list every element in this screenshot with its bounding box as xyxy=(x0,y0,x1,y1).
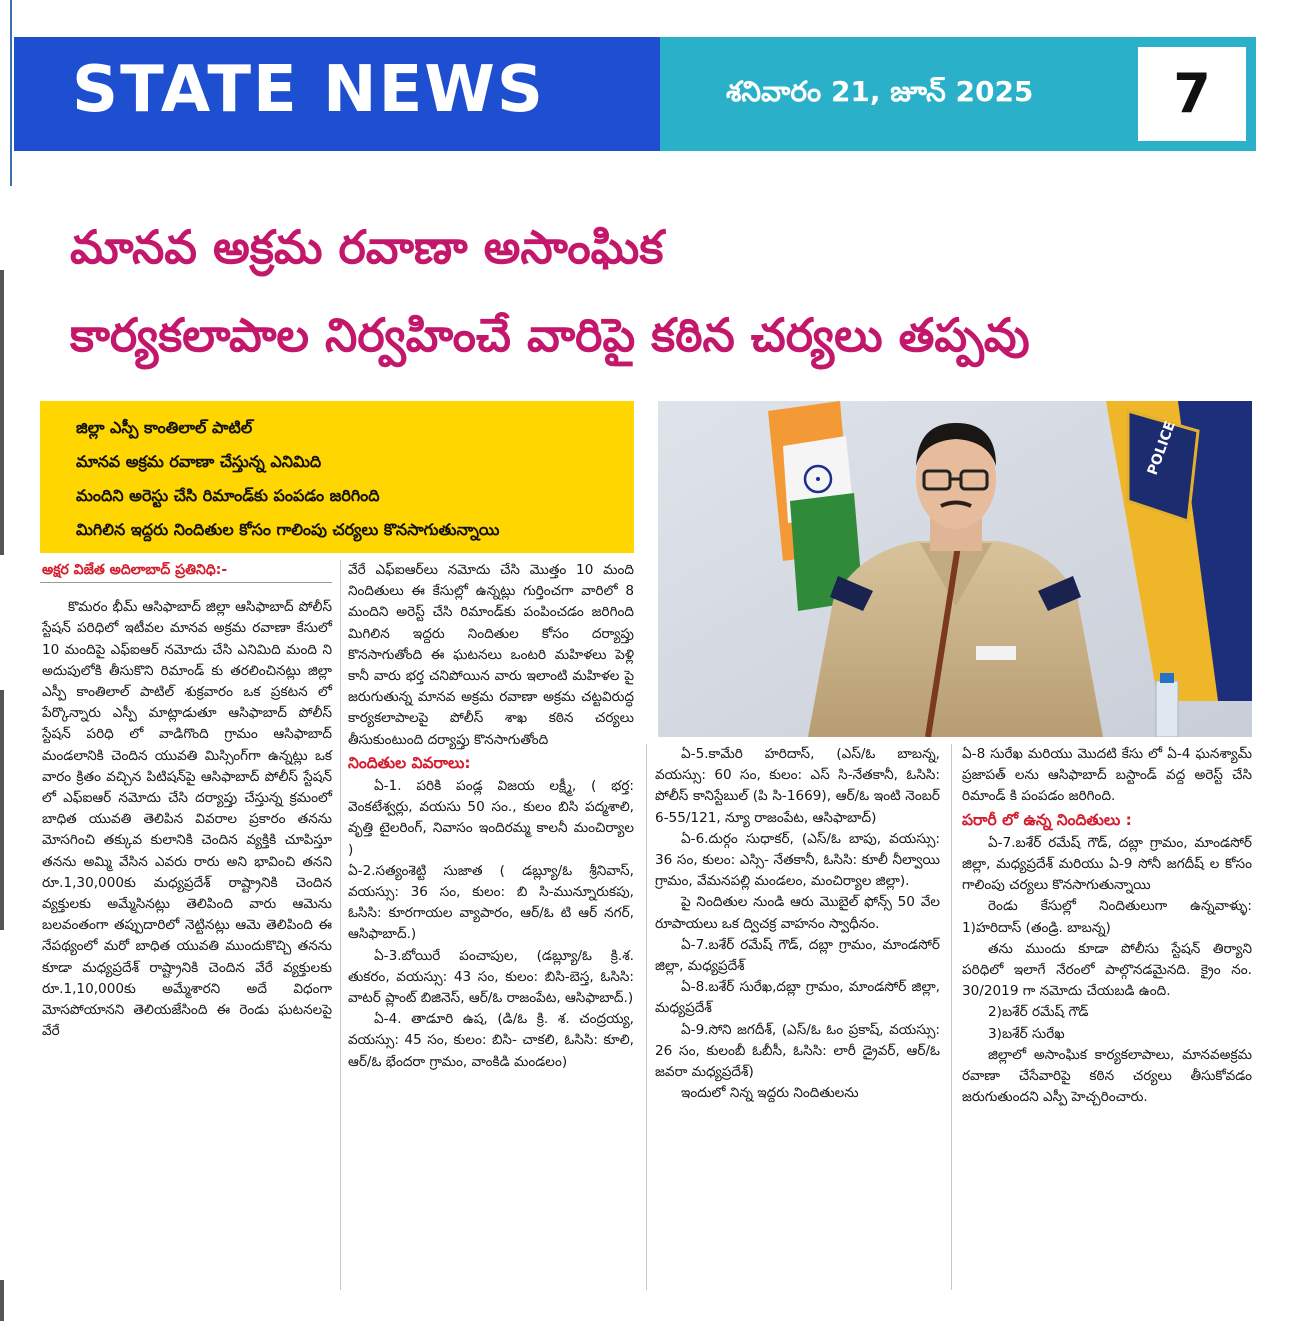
column-divider xyxy=(951,744,952,1290)
column-divider xyxy=(340,560,341,1290)
article-paragraph: జిల్లాలో అసాంఘిక కార్యకలాపాలు, మానవఅక్రమ రవాణా చేసేవారిపై కఠిన చర్యలు తీసుకోవడం జరుగుతుందని ఎస్పీ హెచ్చరించారు. xyxy=(962,1046,1252,1106)
masthead xyxy=(14,37,1256,151)
accused-entry: ఏ-7.బశేర్ రమేష్ గౌడ్, దబ్లా గ్రామం, మాండసోర్ జిల్లా, మధ్యప్రదేశ్ xyxy=(655,936,940,975)
accused-entry: ఏ-9.సోని జగదీశ్, (ఎస్/ఓ ఓం ప్రకాష్, వయస్సు: 26 సం, కులంబీ ఓబీసీ, ఓసిసి: లారీ డ్రైవర్, ఆర్/ఓ జవరా మధ్యప్రదేశ్) xyxy=(655,1021,940,1081)
article-paragraph: 2)బశేర్ రమేష్ గౌడ్ xyxy=(988,1004,1089,1021)
highlight-line: మానవ అక్రమ రవాణా చేస్తున్న ఎనిమిది xyxy=(76,452,322,471)
page-edge-strip xyxy=(0,690,4,930)
article-paragraph: ఏ-7.బశేర్ రమేష్ గౌడ్, దబ్లా గ్రామం, మాండసోర్ జిల్లా, మధ్యప్రదేశ్ మరియు ఏ-9 సోనీ జగదీష్ ల కోసం గాలింపు చర్యలు కొనసాగుతున్నాయి xyxy=(962,834,1252,894)
accused-entry: ఏ-2.సత్యంశెట్టి సుజాత ( డబ్ల్యూ/ఓ శ్రీనివాస్, వయస్సు: 36 సం, కులం: బి సి-మున్నూరుకపు, ఓసిసి: కూరగాయల వ్యాపారం, ఆర్/ఓ టి ఆర్ నగర్, ఆసిఫాబాద్.) xyxy=(348,862,634,943)
page-number: 7 xyxy=(1138,47,1246,141)
masthead-left-band xyxy=(14,37,660,151)
article-photo xyxy=(658,401,1252,737)
article-paragraph: వేరే ఎఫ్ఐఆర్‌లు నమోదు చేసి మొత్తం 10 మంది నిందితులు ఈ కేసుల్లో ఉన్నట్లు గుర్తించగా వారిలో 8 మందిని అరెస్ట్ చేసి రిమాండ్‌కు పంపించడం జరిగింది మిగిలిన ఇద్దరు నిందితుల కోసం దర్యాప్తు కొనసాగుతోంది ఈ ఘటనలు ఒంటరి మహిళలు పెళ్లి కానీ వారు భర్త చనిపోయిన వారు ఇలాంటి మహిళల పై జరుగుతున్న మానవ అక్రమ రవాణా అక్రమ చట్టవిరుద్ధ కార్యకలాపాలపై పోలీస్ శాఖ కఠిన చర్యలు తీసుకుంటుంది దర్యాప్తు కొనసాగుతోంది xyxy=(348,562,634,748)
byline: అక్షర విజేత అదిలాబాద్ ప్రతినిధి:- xyxy=(42,562,228,578)
accused-entry: ఏ-4. తాడూరి ఉష, (డి/ఓ క్రి. శ. చంద్రయ్య, వయస్సు: 45 సం, కులం: బిసి- చాకలి, ఓసిసి: కూలి, ఆర్/ఓ భేందరా గ్రామం, వాంకిడి మండలం) xyxy=(348,1011,634,1070)
page-edge-strip xyxy=(0,1280,4,1321)
accused-heading: నిందితుల వివరాలు: xyxy=(348,753,471,772)
issue-date: శనివారం 21, జూన్ 2025 xyxy=(726,75,1034,108)
article-column-3 xyxy=(655,744,940,1104)
headline-line-2: కార్యకలాపాల నిర్వహించే వారిపై కఠిన చర్యలు తప్పవు xyxy=(70,308,1030,362)
accused-entry: ఏ-1. పరికి పండ్ల విజయ లక్ష్మీ, ( భర్త: వెంకటేశ్వర్లు, వయసు 50 సం., కులం బిసి పద్మశాలి, వృత్తి టైలరింగ్, నివాసం ఇందిరమ్మ కాలనీ మంచిర్యాల ) xyxy=(348,778,634,858)
masthead-right-band xyxy=(660,37,1256,151)
accused-entry: ఏ-5.కామేరి హరిదాస్, (ఎస్/ఓ బాబన్న, వయస్సు: 60 సం, కులం: ఎస్ సి-నేతకానీ, ఓసిసి: పోలీస్ కానిస్టేబుల్ (పి సి-1669), ఆర్/ఓ ఇంటి నెంబర్ 6-55/121, న్యూ రాజంపేట, ఆసిఫాబాద్) xyxy=(655,746,940,826)
police-badge-text: POLICE xyxy=(1144,419,1179,478)
page-edge-strip xyxy=(0,270,4,555)
water-bottle xyxy=(1156,673,1178,737)
article-paragraph: ఏ-8 సురేఖ మరియు మొదటి కేసు లో ఏ-4 ఘనశ్యామ్ ప్రజాపత్ లను ఆసిఫాబాద్ బస్టాండ్ వద్ద అరెస్ట్ చేసి రిమాండ్ కి పంపడం జరిగింది. xyxy=(962,746,1252,805)
page-edge-line xyxy=(10,0,12,186)
highlight-line: మందిని అరెస్టు చేసి రిమాండ్‌కు పంపడం జరిగింది xyxy=(76,486,380,505)
headline-line-1: మానవ అక్రమ రవాణా అసాంఘిక xyxy=(70,220,664,274)
highlight-line: మిగిలిన ఇద్దరు నిందితుల కోసం గాలింపు చర్యలు కొనసాగుతున్నాయి xyxy=(76,520,500,539)
newspaper-title: STATE NEWS xyxy=(72,53,545,127)
column-divider xyxy=(646,744,647,1290)
accused-entry: ఏ-8.బశేర్ సురేఖ,దబ్లా గ్రామం, మాండసోర్ జిల్లా, మధ్యప్రదేశ్ xyxy=(655,979,940,1017)
absconding-heading: పరారీ లో ఉన్న నిందితులు : xyxy=(962,810,1132,829)
police-officer-photo xyxy=(658,401,1252,737)
seizure-paragraph: పై నిందితుల నుండి ఆరు మొబైల్ ఫోన్స్ 50 వేల రూపాయలు ఒక ద్విచక్ర వాహనం స్వాధీనం. xyxy=(655,894,940,932)
article-paragraph: 3)బశేర్ సురేఖ xyxy=(988,1025,1065,1042)
highlight-line: జిల్లా ఎస్పీ కాంతిలాల్ పాటిల్ xyxy=(76,418,253,437)
byline-rule xyxy=(40,582,332,583)
article-paragraph: ఇందులో నిన్న ఇద్దరు నిందితులను xyxy=(681,1085,859,1102)
article-column-1 xyxy=(42,560,332,1042)
article-column-4 xyxy=(962,744,1252,1108)
accused-entry: ఏ-3.బోయిరే పంచాపుల, (డబ్ల్యూ/ఓ క్రి.శ. తుకరం, వయస్సు: 43 సం, కులం: బిసి-బెస్త, ఓసిసి: వాటర్ ప్లాంట్ బిజినెస్, ఆర్/ఓ రాజంపేట, ఆసిఫాబాద్.) xyxy=(348,947,634,1007)
accused-entry: ఏ-6.దుర్గం సుధాకర్, (ఎస్/ఓ బాపు, వయస్సు: 36 సం, కులం: ఎస్సి- నేతకానీ, ఓసిసి: కూలీ నీల్వాయి గ్రామం, వేమనపల్లి మండలం, మంచిర్యాల జిల్లా). xyxy=(655,830,940,890)
highlight-box xyxy=(40,401,634,553)
article-paragraph: కొమరం భీమ్ ఆసిఫాబాద్ జిల్లా ఆసిఫాబాద్ పోలీస్ స్టేషన్ పరిధిలో ఇటీవల మానవ అక్రమ రవాణా కేసులో 10 మందిపై ఎఫ్ఐఆర్ నమోదు చేసి ఎనిమిది మంది ని అదుపులోకి తీసుకొని రిమాండ్ కు తరలించినట్లు జిల్లా ఎస్పీ కాంతిలాల్ పాటిల్ శుక్రవారం ఒక ప్రకటన లో పేర్కొన్నారు ఎస్పీ మాట్లాడుతూ ఆసిఫాబాద్ పోలీస్ స్టేషన్ పరిధి లో వాడిగొంది గ్రామం ఆసిఫాబాద్ మండలానికి చెందిన యువతి మిస్సింగ్‌గా ఉన్నట్లు ఒక వారం క్రితం వచ్చిన పిటిషన్‌పై ఆసిఫాబాద్ పోలీస్ స్టేషన్ లో ఎఫ్ఐఆర్ నమోదు చేసి దర్యాప్తు చేస్తున్న క్రమంలో బాధిత యువతి తెలిపిన వివరాల ప్రకారం తనను మోసగించి తక్కువ కులానికి చెందిన వ్యక్తికి చూపిస్తూ తనను అమ్మి వేసిన ఎవరు రారు అని భావించి తనని రూ.1,30,000కు మధ్యప్రదేశ్ రాష్ట్రానికి చెందిన వ్యక్తులకు అమ్మేసినట్లు తెలిపింది వారు ఆమెను బలవంతంగా తప్పుదారిలో నెట్టినట్లు ఆమె తెలిపింది ఈ నేపథ్యంలో మరో బాధిత యువతి ముందుకొచ్చి తనను కూడా మధ్యప్రదేశ్ రాష్ట్రానికి చెందిన వేరే వ్యక్తులకు రూ.1,10,000కు అమ్మేశారని అదే విధంగా మోసపోయానని తెలియజేసింది ఈ రెండు ఘటనలపై వేరే xyxy=(42,599,332,1040)
article-column-2 xyxy=(348,560,634,1073)
article-paragraph: తను ముందు కూడా పోలీసు స్టేషన్ తిర్యాని పరిధిలో ఇలాగే నేరంలో పాల్గొనడమైనది. క్రైం నం. 30/2019 గా నమోదు చేయబడి ఉంది. xyxy=(962,940,1252,1000)
article-paragraph: రెండు కేసుల్లో నిందితులుగా ఉన్నవాళ్ళు: 1)హరిదాస్ (తండ్రి. బాబన్న) xyxy=(962,898,1252,936)
